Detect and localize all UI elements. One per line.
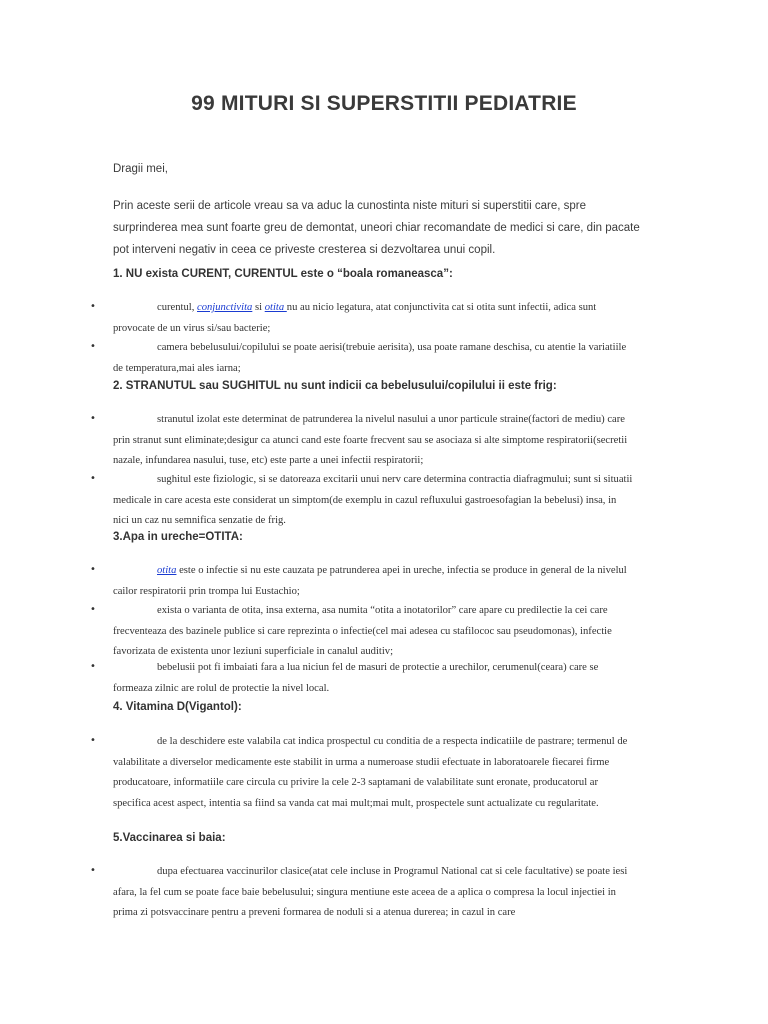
bullet-icon: • [90,564,96,575]
list-item: stranutul izolat este determinat de patrunderea la nivelul nasului a unor particule straine(factori de mediu) care prin stranut sunt eliminate;desigur ca atunci cand este foarte frecvent sau se asociaza si alte simptome respiratorii(secretii nazale, infundarea nasului, tuse, etc) este parte a unei infectii respiratorii; [113,414,628,466]
section-heading-3: 3.Apa in ureche=OTITA: [113,531,243,543]
document-title: 99 MITURI SI SUPERSTITII PEDIATRIE [191,92,577,115]
bullet-icon: • [90,301,96,312]
list-item: de la deschidere este valabila cat indica prospectul cu conditia de a respecta indicatiile de pastrare; termenul de valabilitate a diverselor medicamente este stabilit in urma a numeroase studii efectuate in laboratoarele fiecarei firme producatoare, informatiile care circula cu privire la cele 2-3 saptamani de valabilitate sunt eronate, producatorul ar specifica acest aspect, intentia sa fiind sa vanda cat mai mult;mai mult, prospectele sunt actualizate cu regularitate. [113,736,628,809]
list-item: sughitul este fiziologic, si se datoreaza excitarii unui nerv care determina contractia diafragmului; sunt si situatii medicale in care acesta este considerat un simptom(de exemplu in cazul refluxului gastroesofagian la bebelusi) insa, in nici un caz nu semnifica senzatie de frig. [113,474,633,526]
list-item: camera bebelusului/copilului se poate aerisi(trebuie aerisita), usa poate ramane deschisa, cu atentie la variatiile de temperatura,mai ales iarna; [113,342,627,374]
greeting: Dragii mei, [113,163,168,175]
otita-link[interactable]: otita [264,302,287,313]
bullet-icon: • [90,735,96,746]
otita-link[interactable]: otita [157,565,177,576]
bullet-icon: • [90,413,96,424]
bullet-icon: • [90,604,96,615]
bullet-icon: • [90,473,96,484]
bullet-icon: • [90,865,96,876]
list-item: dupa efectuarea vaccinurilor clasice(atat cele incluse in Programul National cat si cele facultative) se poate iesi afara, la fel cum se poate face baie bebelusului; singura mentiune este aceea de a aplica o compresa la locul injectiei in prima zi potsvaccinare pentru a preveni formarea de noduli si a atenua durerea; in cazul in care [113,866,628,918]
list-item: bebelusii pot fi imbaiati fara a lua niciun fel de masuri de protectie a urechilor, cerumenul(ceara) care se formeaza zilnic are rolul de protectie la nivel local. [113,662,599,694]
section-heading-5: 5.Vaccinarea si baia: [113,832,226,844]
list-item: exista o varianta de otita, insa externa, asa numita “otita a inotatorilor” care apare cu predilectie la cei care frecventeaza des bazinele publice si care reprezinta o infectie(cel mai adesea cu stafilococ sau pseudomonas), infectie favorizata de existenta unor leziuni superficiale in canalul auditiv; [113,605,612,657]
conjunctivita-link[interactable]: conjunctivita [197,302,253,313]
intro-paragraph: Prin aceste serii de articole vreau sa va aduc la cunostinta niste mituri si superstitii care, spre surprinderea mea sunt foarte greu de demontat, uneori chiar recomandate de medici si care, din pacate pot interveni negativ in ceea ce priveste cresterea si dezvoltarea unui copil. [113,200,640,256]
list-item: curentul, conjunctivita si otita nu au nicio legatura, atat conjunctivita cat si otita sunt infectii, adica sunt provocate de un virus si/sau bacterie; [113,302,597,334]
section-heading-1: 1. NU exista CURENT, CURENTUL este o “boala romaneasca”: [113,268,453,280]
section-heading-4: 4. Vitamina D(Vigantol): [113,701,242,713]
list-item: otita este o infectie si nu este cauzata pe patrunderea apei in ureche, infectia se produce in general de la nivelul cailor respiratorii prin trompa lui Eustachio; [113,565,627,597]
section-heading-2: 2. STRANUTUL sau SUGHITUL nu sunt indicii ca bebelusului/copilului ii este frig: [113,380,557,392]
bullet-icon: • [90,661,96,672]
bullet-icon: • [90,341,96,352]
